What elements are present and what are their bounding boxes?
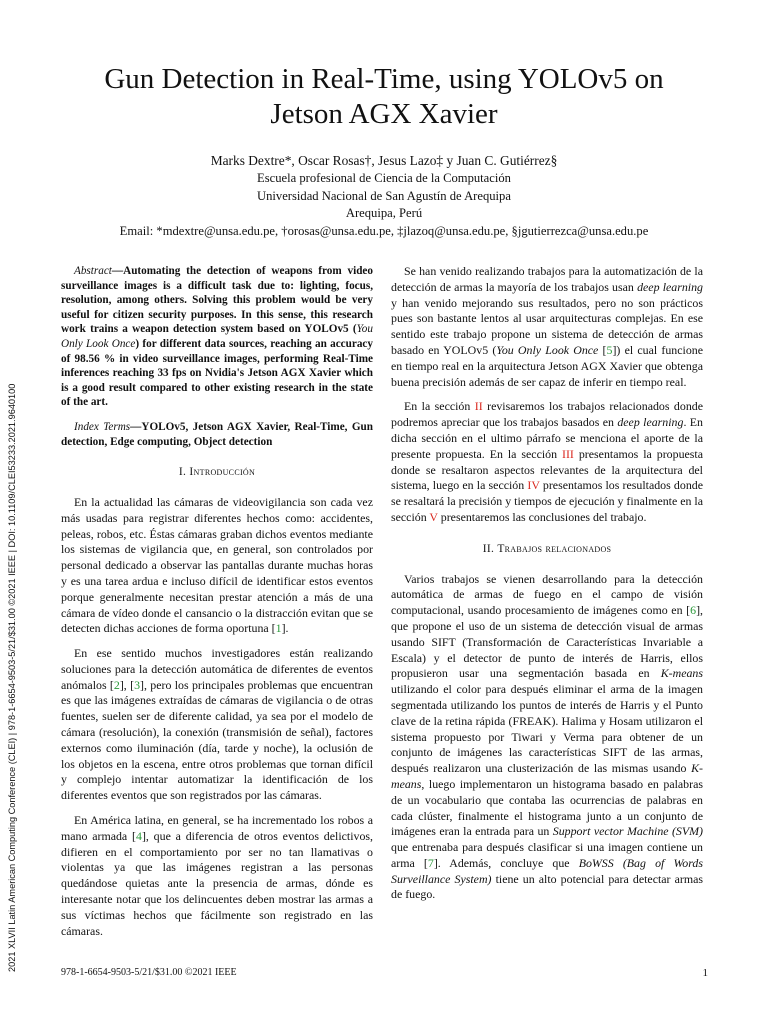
author-names: Marks Dextre*, Oscar Rosas†, Jesus Lazo‡ y Juan C. Gutiérrez§: [210, 153, 558, 168]
text-run-italic: You Only Look Once: [496, 342, 599, 357]
section-link[interactable]: III: [562, 446, 574, 461]
citation-link[interactable]: 3: [134, 677, 141, 692]
citation-link[interactable]: 6: [690, 603, 697, 618]
text-run: Varios trabajos se vienen desarrollando para la detección automática de armas de fuego en el campo de visión computacional, usando procesamiento de imágenes como en [: [391, 571, 703, 618]
text-run-italic: BoWSS (Bag of Words Surveillance System): [391, 855, 703, 886]
title-line-2: Jetson AGX Xavier: [270, 98, 498, 130]
right-column: [391, 264, 703, 912]
text-run: En la actualidad las cámaras de videovigilancia son cada vez más usadas para registrar diferentes hechos como: accidentes, peleas, robos, etc. Éstas cámaras graban dichos eventos mediante los sistemas de vigilancia que, en general, son controlados por personal dedicado a observar las pantallas durante muchas horas y es una tarea ardua e incluso difícil de identificar estos eventos porque generalmente necesitan prestar atención a más de una cámara de vídeo donde el cansancio o la distracción evitan que se detecten dichas acciones de forma oportuna [: [61, 494, 373, 636]
section-number: I.: [178, 466, 187, 479]
paper-title: [60, 62, 708, 132]
section-link[interactable]: IV: [527, 478, 540, 493]
citation-link[interactable]: 7: [427, 855, 434, 870]
section-link[interactable]: II: [474, 399, 483, 414]
text-run: revisaremos los trabajos relacionados donde podremos apreciar que los trabajos basados en: [391, 399, 703, 430]
text-run: . En dicha sección en el ultimo párrafo se menciona el aporte de la presente propuesta. En la sección: [391, 415, 704, 461]
text-run: En América latina, en general, se ha incrementado los robos a mano armada [: [61, 813, 373, 843]
text-run: , luego implementaron un histograma basado en palabras de un vocabulario que contaba las ocurrencias de palabras en cada clúster, finalmente el histograma junto a un conjunto de imágenes eran la entrada para un: [391, 776, 703, 839]
index-terms-text: —YOLOv5, Jetson AGX Xavier, Real-Time, Gun detection, Edge computing, Object detection: [61, 420, 373, 448]
left-column: [61, 264, 373, 948]
text-run: Se han venido realizando trabajos para la automatización de la detección de armas la mayoría de los trabajos usan: [391, 264, 703, 294]
text-run: [: [598, 342, 607, 357]
text-run: ].: [281, 621, 289, 636]
text-run-italic: deep learning: [637, 279, 704, 294]
author-block: [60, 152, 708, 240]
text-run: ], pero los principales problemas que encuentran es que las imágenes extraídas de cámaras de vigilancia o de otras fuentes, suelen ser de diferente calidad, ya sea por el modelo de cámara (resolución), la conexión (transmisión de señal), factores externos como iluminación (día, tarde y noche), la oclusión de los objetos en la escena, entre otros problemas que tornan difícil y complejo intentar automatizar la identificación de los diferentes eventos que son registrados por las cámaras.: [61, 677, 373, 803]
affiliation-school: Escuela profesional de Ciencia de la Computación: [257, 171, 511, 186]
intro-paragraph-4: [391, 264, 703, 390]
citation-link[interactable]: 1: [275, 621, 282, 636]
abstract-section: [61, 264, 373, 449]
text-run: ], que a diferencia de otros eventos delictivos, difieren en el comportamiento por ser no tan llamativas o violentas ya que las imágenes registran a las personas quedándose quietas ante la presencia de armas, dónde es interesante notar que los delincuentes deben mostrar las armas a sus víctimas hechos que fácilmente son registrado en las cámaras.: [61, 828, 374, 938]
text-run: utilizando el color para después eliminar el arma de la imagen segmentada utilizando los puntos de interés de Harris y el Punto clave de la retina rápida (FREAK). Halima y Hosam utilizaron el sistema propuesto por Tiwari y Verma para obtener de un conjunto de imágenes las características SIFT de las armas, después realizaron una clusterización de las mismas usando: [391, 682, 703, 776]
text-run: ]) el cual funcione en tiempo real en la arquitectura Jetson AGX Xavier que obtenga buena precisión además de ser capaz de inferir en tiempo real.: [391, 342, 704, 389]
text-run: presentaremos las conclusiones del trabajo.: [437, 509, 647, 524]
text-run: presentamos la propuesta donde se resaltaron aspectos relevantes de la arquitectura del sistema, luego en la sección: [391, 446, 703, 493]
text-run: ], [: [119, 677, 135, 692]
title-line-1: Gun Detection in Real-Time, using YOLOv5 on: [104, 63, 664, 95]
affiliation-location: Arequipa, Perú: [345, 206, 423, 221]
text-run: ]. Además, concluye que: [433, 855, 579, 870]
intro-paragraph-1: [61, 495, 373, 637]
section-heading-intro: [61, 465, 373, 481]
text-run: que entrenaba para después clasificar si una imagen contiene un arma [: [391, 840, 703, 870]
section-heading-related-work: [391, 542, 703, 558]
page-number: 1: [702, 967, 708, 979]
citation-link[interactable]: 5: [606, 342, 613, 357]
text-run-italic: K-means: [391, 761, 703, 791]
author-emails: Email: *mdextre@unsa.edu.pe, †orosas@unsa.edu.pe, ‡jlazoq@unsa.edu.pe, §jgutierrezca@unsa.edu.pe: [119, 223, 649, 238]
abstract-dash: —: [111, 265, 124, 277]
affiliation-university: Universidad Nacional de San Agustín de Arequipa: [257, 188, 511, 203]
text-run: En ese sentido muchos investigadores están realizando soluciones para la detección automática de diferentes de eventos anómalos [: [61, 646, 373, 692]
citation-link[interactable]: 4: [135, 828, 142, 843]
text-run: tiene un alto potencial para detectar armas de fuego.: [391, 871, 703, 902]
text-run: presentamos los resultados donde se resaltará la precisión y tiempos de ejecución y finalmente en la sección: [391, 478, 704, 524]
abstract-text-2: ) for different data sources, reaching an accuracy of 98.56 % in video surveillance images, performing Real-Time inferences reaching 33 fps on Nvidia's Jetson AGX Xavier which is a good result compared to other existing research in the state of the art.: [61, 337, 373, 409]
footer-copyright: 978-1-6654-9503-5/21/$31.00 ©2021 IEEE: [61, 967, 237, 978]
intro-paragraph-2: [61, 646, 373, 804]
text-run: y han venido mejorando sus resultados, pero no son prácticos pues son bastante lentos al usar arquitecturas complejas. En ese sentido este trabajo propone un sistema de detección de armas basado en YOLOv5 (: [391, 295, 703, 357]
intro-paragraph-5: [391, 399, 703, 525]
abstract-yolo-expansion: You Only Look Once: [61, 323, 373, 350]
abstract-label: Abstract: [74, 265, 112, 277]
abstract-paragraph: [61, 264, 373, 410]
text-run-italic: deep learning: [617, 415, 684, 430]
section-title: Trabajos relacionados: [497, 542, 612, 555]
citation-link[interactable]: 2: [113, 677, 120, 692]
section-title: Introducción: [189, 466, 256, 479]
text-run: En la sección: [404, 399, 475, 414]
text-run: ], que propone el uso de un sistema de detección visual de armas usando SIFT (Transformación de Características Invariable a Escala) y el detector de punto de interés de Harris, ellos propusieron usar una segmentación basada en: [391, 603, 703, 681]
intro-paragraph-3: [61, 813, 373, 939]
conference-sidebar: 2021 XLVII Latin American Computing Conference (CLEI) | 978-1-6654-9503-5/21/$31.00 ©2021 IEEE | DOI: 10.1109/CLEI53233.2021.9640100: [7, 383, 17, 972]
index-terms: [61, 420, 373, 449]
text-run-italic: K-means: [660, 666, 703, 681]
section-link[interactable]: V: [429, 509, 438, 524]
section-number: II.: [482, 542, 495, 555]
related-work-paragraph-1: [391, 572, 703, 904]
abstract-text-1: Automating the detection of weapons from video surveillance images is a difficult task due to: lighting, focus, resolution, among others. Solving this problem would be very useful for citizen security purposes. In this sense, this research work trains a weapon detection system based on YOLOv5 (: [61, 265, 373, 336]
text-run-italic: Support vector Machine (SVM): [552, 824, 704, 839]
index-terms-label: Index Terms: [74, 420, 131, 433]
